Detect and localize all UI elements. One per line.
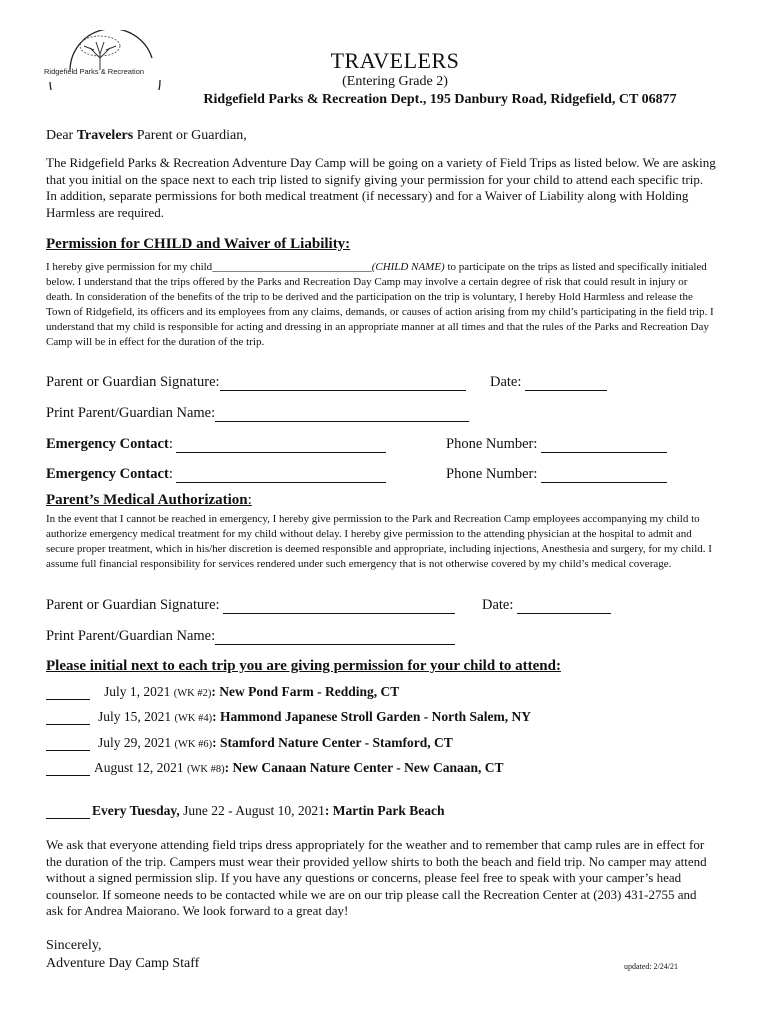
print-name-field-1[interactable] bbox=[215, 407, 469, 422]
initial-field[interactable] bbox=[46, 712, 90, 725]
closing-paragraph: We ask that everyone attending field trips dress appropriately for the weather and to remember that camp rules are in effect for the duration of the trip. Campers must wear their provided yellow shirts to both the beach and field trip. No camper may attend without a signed permission slip. If you have any questions or concerns, please feel free to speak with your camper’s head counselor. If someone needs to be contacted while we are on our trip please call the Recreation Center at (203) 431-2755 and ask for Andrea Maiorano. We look forward to a great day! bbox=[46, 837, 707, 918]
page-subtitle: (Entering Grade 2) bbox=[342, 74, 448, 89]
phone-field-1[interactable] bbox=[541, 438, 667, 453]
initial-field[interactable] bbox=[46, 738, 90, 751]
signature-field-1[interactable] bbox=[220, 376, 466, 391]
date-row-2: Date: bbox=[482, 597, 611, 614]
medical-heading: Parent’s Medical Authorization: bbox=[46, 492, 252, 508]
logo-text: Ridgefield Parks & Recreation bbox=[44, 67, 145, 76]
print-name-row-2: Print Parent/Guardian Name: bbox=[46, 628, 455, 645]
trip-item: August 12, 2021 (WK #8): New Canaan Nature Center - New Canaan, CT bbox=[46, 760, 504, 776]
date-field-1[interactable] bbox=[525, 376, 607, 391]
date-row-1: Date: bbox=[490, 374, 607, 391]
trips-heading: Please initial next to each trip you are giving permission for your child to attend: bbox=[46, 658, 561, 674]
phone-row-1: Phone Number: bbox=[446, 436, 667, 453]
salutation: Dear Travelers Parent or Guardian, bbox=[46, 128, 247, 143]
updated-date: updated: 2/24/21 bbox=[624, 962, 678, 971]
waiver-paragraph: I hereby give permission for my child_____________________________(CHILD NAME) to participate on the trips as listed and specifically initialed below. I understand that the trips offered by the Parks and Recreation Day Camp may involve a certain degree of risk that could result in injury or death. In consideration of the benefits of the trip to be derived and the participation on the trip is voluntary, I hereby Hold Harmless and release the Town of Ridgefield, its officers and its employees from any claims, demands, or causes of action arising from my child’s participating in the field trip. I understand that my child is responsible for acting and dressing in an appropriate manner at all times and that the rules of the Parks and Recreation Day Camp will be in effect for the duration of the trip. bbox=[46, 261, 714, 348]
page-title: TRAVELERS bbox=[330, 48, 460, 73]
signature-row-2: Parent or Guardian Signature: bbox=[46, 597, 455, 614]
signature-field-2[interactable] bbox=[223, 599, 455, 614]
emergency-contact-1: Emergency Contact: bbox=[46, 436, 386, 453]
tuesday-trip: Every Tuesday, June 22 - August 10, 2021: Martin Park Beach bbox=[46, 803, 445, 819]
trip-item: July 15, 2021 (WK #4): Hammond Japanese Stroll Garden - North Salem, NY bbox=[46, 709, 531, 725]
medical-paragraph: In the event that I cannot be reached in emergency, I hereby give permission to the Park and Recreation Camp employees accompanying my child to authorize emergency medical treatment for my child without delay. I hereby give permission to the attending physician at the hospital to admit and secure proper treatment, which in his/her discretion is deemed responsible and appropriate, including injections, Anesthesia and surgery, for my child. I assume full financial responsibility for services rendered under such emergency that is not otherwise covered by my child’s medical coverage. bbox=[46, 513, 712, 570]
intro-paragraph: The Ridgefield Parks & Recreation Adventure Day Camp will be going on a variety of Field Trips as listed below. We are asking that you initial on the space next to each trip listed to signify giving your permission for your child to attend each specific trip. In addition, separate permissions for both medical treatment (if necessary) and for a Waiver of Liability along with Holding Harmless are required. bbox=[46, 155, 716, 220]
signoff-line-1: Sincerely, bbox=[46, 938, 102, 953]
waiver-heading: Permission for CHILD and Waiver of Liability: bbox=[46, 236, 351, 252]
phone-row-2: Phone Number: bbox=[446, 466, 667, 483]
signature-row-1: Parent or Guardian Signature: bbox=[46, 374, 466, 391]
emergency-contact-field-2[interactable] bbox=[176, 468, 386, 483]
initial-field[interactable] bbox=[46, 806, 90, 819]
initial-field[interactable] bbox=[46, 687, 90, 700]
signoff-line-2: Adventure Day Camp Staff bbox=[46, 956, 200, 971]
phone-field-2[interactable] bbox=[541, 468, 667, 483]
trip-item: July 1, 2021 (WK #2): New Pond Farm - Redding, CT bbox=[46, 684, 399, 700]
child-name-field[interactable]: _____________________________ bbox=[212, 261, 372, 273]
address: Ridgefield Parks & Recreation Dept., 195 Danbury Road, Ridgefield, CT 06877 bbox=[203, 92, 677, 107]
trip-item: July 29, 2021 (WK #6): Stamford Nature Center - Stamford, CT bbox=[46, 735, 453, 751]
emergency-contact-2: Emergency Contact: bbox=[46, 466, 386, 483]
initial-field[interactable] bbox=[46, 763, 90, 776]
print-name-field-2[interactable] bbox=[215, 630, 455, 645]
print-name-row-1: Print Parent/Guardian Name: bbox=[46, 405, 469, 422]
emergency-contact-field-1[interactable] bbox=[176, 438, 386, 453]
date-field-2[interactable] bbox=[517, 599, 611, 614]
